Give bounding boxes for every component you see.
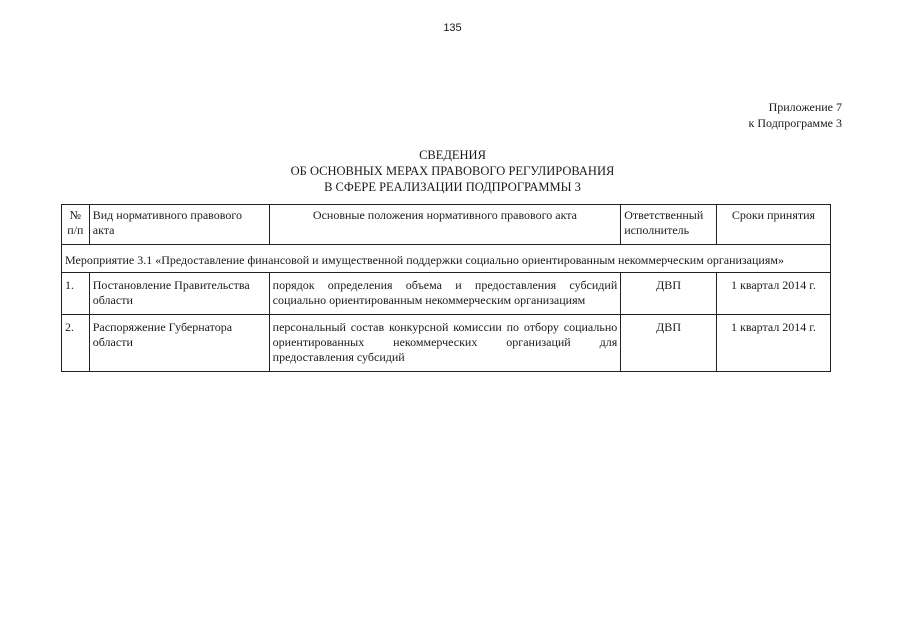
row-num: 1. (62, 273, 90, 315)
title-line-1: СВЕДЕНИЯ (419, 148, 486, 162)
row-main: персональный состав конкурсной комиссии по отбору социально ориентированных некоммерческих организаций для предоставления субсидий (269, 315, 621, 372)
measures-table (61, 204, 831, 372)
row-terms: 1 квартал 2014 г. (716, 315, 830, 372)
appendix-note (749, 99, 842, 131)
row-kind: Распоряжение Губернатора области (89, 315, 269, 372)
header-kind: Вид нормативного правового акта (89, 205, 269, 245)
row-executor: ДВП (621, 273, 717, 315)
header-executor: Ответственный исполнитель (621, 205, 717, 245)
table-header-row (62, 205, 831, 245)
document-title (0, 147, 905, 195)
appendix-line-2: к Подпрограмме 3 (748, 116, 842, 130)
table-group-row (62, 245, 831, 273)
row-main: порядок определения объема и предоставления субсидий социально ориентированным некоммерческим организациям (269, 273, 621, 315)
table-row (62, 273, 831, 315)
row-terms: 1 квартал 2014 г. (716, 273, 830, 315)
title-line-2: ОБ ОСНОВНЫХ МЕРАХ ПРАВОВОГО РЕГУЛИРОВАНИЯ (290, 164, 615, 178)
header-terms: Сроки принятия (716, 205, 830, 245)
row-executor: ДВП (621, 315, 717, 372)
row-num: 2. (62, 315, 90, 372)
group-label: Мероприятие 3.1 «Предоставление финансовой и имущественной поддержки социально ориентированным некоммерческим организациям» (62, 245, 831, 273)
row-kind: Постановление Правительства области (89, 273, 269, 315)
header-num: № п/п (62, 205, 90, 245)
table-row (62, 315, 831, 372)
title-line-3: В СФЕРЕ РЕАЛИЗАЦИИ ПОДПРОГРАММЫ 3 (324, 180, 581, 194)
header-main: Основные положения нормативного правового акта (269, 205, 621, 245)
page-number: 135 (443, 22, 462, 34)
appendix-line-1: Приложение 7 (768, 100, 842, 114)
